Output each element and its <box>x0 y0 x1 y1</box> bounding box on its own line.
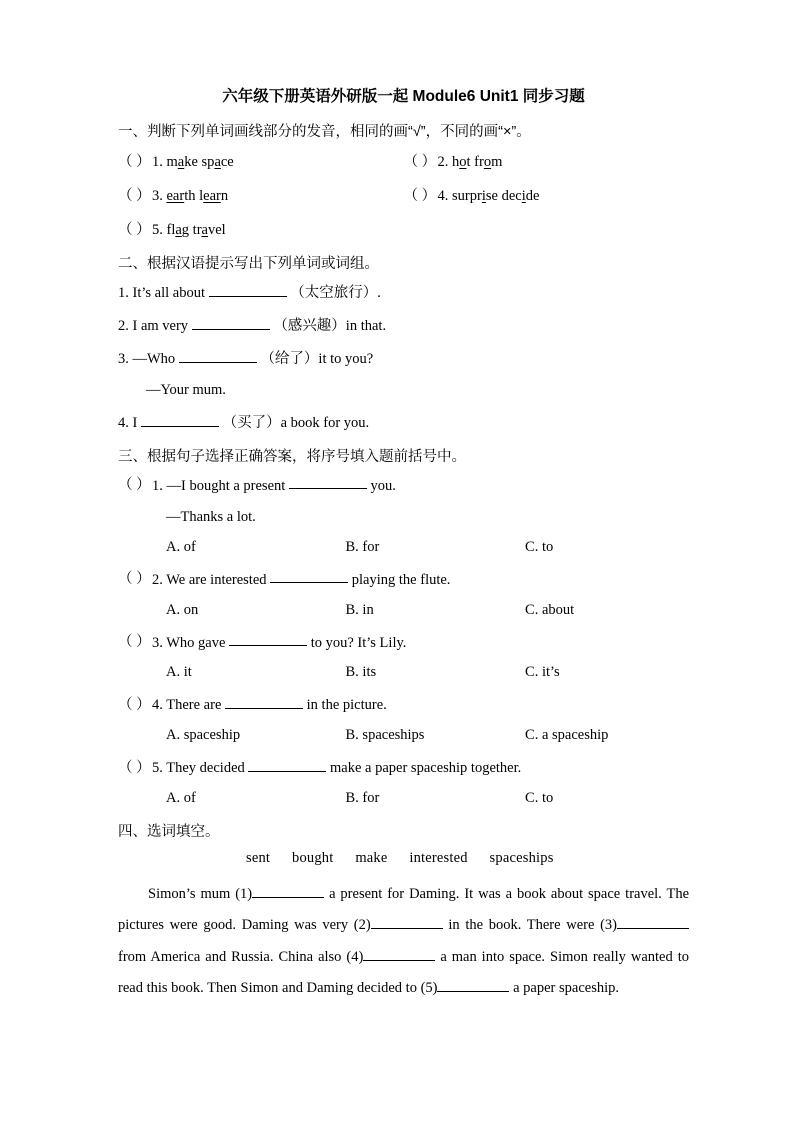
answer-blank[interactable] <box>209 282 287 297</box>
choice-item <box>118 757 689 777</box>
item-extra-line: —Thanks a lot. <box>166 508 256 525</box>
answer-blank[interactable] <box>371 915 443 930</box>
choice-options <box>166 790 689 807</box>
word-bank-item: interested <box>409 850 468 867</box>
answer-blank[interactable] <box>363 946 435 961</box>
item-stem-tail: playing the flute. <box>351 571 451 588</box>
item-stem-tail: to you? It’s Lily. <box>310 634 407 651</box>
option-b[interactable]: B. in <box>345 601 374 618</box>
answer-blank[interactable] <box>617 915 689 930</box>
item-number: 4. <box>118 414 129 431</box>
word-bank <box>118 850 689 867</box>
word-bank-item: make <box>355 850 388 867</box>
pronunciation-row <box>118 150 689 171</box>
item-stem: —I bought a present <box>166 477 286 494</box>
option-c[interactable]: C. to <box>525 538 554 555</box>
cloze-text-3: in the book. There were (3) <box>448 917 617 934</box>
option-c[interactable]: C. about <box>525 601 575 618</box>
cloze-text-5: a man into space. Simon really wanted to read this book. Then Simon and Daming decided to (5) <box>118 948 689 996</box>
item-hint: （给了）it to you? <box>260 350 374 367</box>
word-a: earth <box>166 188 196 204</box>
pronunciation-item <box>404 150 690 171</box>
word-b: learn <box>199 188 229 204</box>
section-1-heading: 一、判断下列单词画线部分的发音，相同的画“√”，不同的画“×”。 <box>118 124 531 140</box>
item-stem-tail: make a paper spaceship together. <box>330 760 522 777</box>
choice-options <box>166 727 689 744</box>
word-bank-item: bought <box>292 850 334 867</box>
answer-paren[interactable]: （ ） <box>118 571 151 588</box>
choice-options <box>166 539 689 556</box>
spacer <box>404 218 690 239</box>
word-b: from <box>474 154 503 170</box>
word-a: hot <box>452 154 471 170</box>
answer-blank[interactable] <box>248 757 326 772</box>
answer-blank[interactable] <box>229 632 307 647</box>
choice-options <box>166 664 689 681</box>
fill-item <box>118 282 689 302</box>
section-2-heading: 二、根据汉语提示写出下列单词或词组。 <box>118 256 379 272</box>
item-text: I am very <box>132 317 189 334</box>
pronunciation-item <box>118 218 404 239</box>
cloze-text-6: a paper spaceship. <box>513 979 619 996</box>
answer-paren[interactable]: （ ） <box>118 634 151 651</box>
answer-blank[interactable] <box>179 348 257 363</box>
item-text: —Your mum. <box>146 381 226 398</box>
word-a: flag <box>166 222 190 238</box>
answer-blank[interactable] <box>437 977 509 992</box>
answer-blank[interactable] <box>289 475 367 490</box>
item-number: 1. <box>152 477 163 494</box>
fill-item <box>118 412 689 432</box>
item-stem: We are interested <box>166 571 267 588</box>
answer-blank[interactable] <box>192 315 270 330</box>
word-b: space <box>201 154 234 170</box>
choice-options <box>166 602 689 619</box>
fill-item-continuation <box>146 381 689 399</box>
item-stem-tail: in the picture. <box>306 697 387 714</box>
pronunciation-item <box>118 150 404 171</box>
answer-paren[interactable]: （ ） <box>403 188 437 204</box>
pronunciation-row <box>118 184 689 205</box>
option-b[interactable]: B. its <box>345 664 377 681</box>
item-hint: （感兴趣）in that. <box>273 317 387 334</box>
answer-paren[interactable]: （ ） <box>118 697 151 714</box>
word-bank-item: sent <box>246 850 271 867</box>
item-number: 4. <box>437 188 449 204</box>
choice-item <box>118 475 689 495</box>
page-title: 六年级下册英语外研版一起 Module6 Unit1 同步习题 <box>222 88 585 105</box>
option-a[interactable]: A. it <box>166 664 192 681</box>
option-a[interactable]: A. on <box>166 601 199 618</box>
fill-item <box>118 348 689 368</box>
answer-paren[interactable]: （ ） <box>118 188 151 204</box>
pronunciation-item <box>118 184 404 205</box>
option-c[interactable]: C. to <box>525 790 554 807</box>
answer-blank[interactable] <box>141 412 219 427</box>
item-hint: （买了）a book for you. <box>222 414 370 431</box>
option-c[interactable]: C. a spaceship <box>525 727 609 744</box>
option-a[interactable]: A. spaceship <box>166 727 241 744</box>
item-stem-tail: you. <box>370 477 396 494</box>
fill-item <box>118 315 689 335</box>
item-hint: （太空旅行）. <box>290 284 381 301</box>
option-b[interactable]: B. for <box>345 538 380 555</box>
choice-item <box>118 632 689 652</box>
pronunciation-row <box>118 218 689 239</box>
option-b[interactable]: B. spaceships <box>345 727 425 744</box>
answer-paren[interactable]: （ ） <box>118 154 151 170</box>
cloze-text-4: from America and Russia. China also (4) <box>118 948 364 965</box>
item-text: I <box>132 414 138 431</box>
item-number: 3. <box>152 188 163 204</box>
item-text: It’s all about <box>132 284 205 301</box>
answer-paren[interactable]: （ ） <box>118 760 151 777</box>
word-a: surprise <box>452 188 498 204</box>
item-number: 3. <box>118 350 129 367</box>
answer-blank[interactable] <box>252 884 324 899</box>
option-b[interactable]: B. for <box>345 790 380 807</box>
answer-paren[interactable]: （ ） <box>118 477 151 494</box>
option-a[interactable]: A. of <box>166 538 196 555</box>
item-number: 2. <box>152 571 163 588</box>
item-number: 1. <box>118 284 129 301</box>
item-text: —Who <box>132 350 176 367</box>
item-number: 1. <box>152 154 163 170</box>
word-b: travel <box>192 222 226 238</box>
item-number: 3. <box>152 634 163 651</box>
item-number: 2. <box>437 154 449 170</box>
answer-paren[interactable]: （ ） <box>403 154 437 170</box>
item-number: 2. <box>118 317 129 334</box>
item-stem: There are <box>166 697 222 714</box>
item-number: 5. <box>152 760 163 777</box>
cloze-text-1: Simon’s mum (1) <box>148 886 253 903</box>
word-a: make <box>166 154 198 170</box>
choice-item <box>118 569 689 589</box>
word-b: decide <box>501 188 540 204</box>
option-c[interactable]: C. it’s <box>525 664 560 681</box>
item-stem: Who gave <box>166 634 226 651</box>
answer-paren[interactable]: （ ） <box>118 222 151 238</box>
cloze-text-2: a present for Daming. It was a book about space travel. The pictures were good. Daming was very (2) <box>118 886 690 934</box>
answer-blank[interactable] <box>270 569 348 584</box>
word-bank-item: spaceships <box>489 850 554 867</box>
choice-item <box>118 694 689 714</box>
section-3-heading: 三、根据句子选择正确答案，将序号填入题前括号中。 <box>118 448 466 465</box>
section-4-heading: 四、选词填空。 <box>118 824 220 841</box>
pronunciation-item <box>404 184 690 205</box>
option-a[interactable]: A. of <box>166 790 196 807</box>
cloze-passage <box>118 879 689 1004</box>
item-number: 5. <box>152 222 163 238</box>
item-stem: They decided <box>166 760 245 777</box>
answer-blank[interactable] <box>225 694 303 709</box>
item-number: 4. <box>152 697 163 714</box>
